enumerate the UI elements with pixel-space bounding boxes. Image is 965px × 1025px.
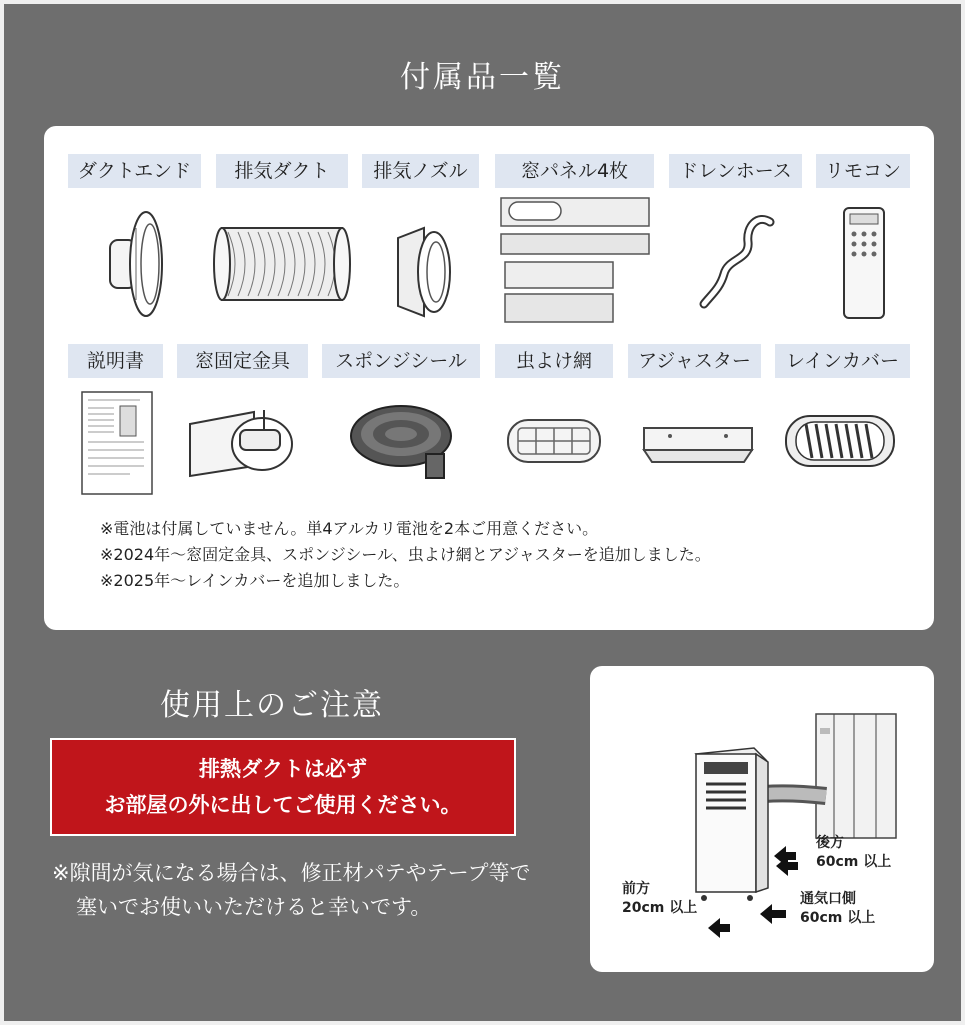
rear-clearance-label bbox=[816, 834, 891, 872]
note-2025-additions: ※2025年～レインカバーを追加しました。 bbox=[100, 571, 410, 590]
label-window-lock-bracket: 窓固定金具 bbox=[177, 344, 308, 378]
exhaust-nozzle-icon bbox=[394, 226, 454, 318]
label-adjuster: アジャスター bbox=[628, 344, 761, 378]
label-exhaust-duct: 排気ダクト bbox=[216, 154, 348, 188]
side-clearance-label bbox=[800, 890, 875, 928]
warning-line-1: 排熱ダクトは必ず bbox=[199, 757, 367, 781]
warning-line-2: お部屋の外に出してご使用ください。 bbox=[104, 793, 462, 817]
insect-net-icon bbox=[506, 416, 602, 466]
duct-warning-box bbox=[50, 738, 516, 836]
installation-diagram bbox=[590, 666, 934, 972]
drain-hose-icon bbox=[694, 212, 778, 312]
label-sponge-seal: スポンジシール bbox=[322, 344, 480, 378]
adjuster-icon bbox=[640, 420, 756, 466]
window-panel-icon bbox=[499, 196, 655, 326]
label-remote-control: リモコン bbox=[816, 154, 910, 188]
note-battery: ※電池は付属していません。単4アルカリ電池を2本ご用意ください。 bbox=[100, 519, 599, 538]
duct-end-icon bbox=[106, 208, 168, 320]
rear-label: 後方 bbox=[816, 835, 844, 851]
label-insect-net: 虫よけ網 bbox=[495, 344, 613, 378]
accessory-notes bbox=[100, 516, 711, 594]
manual-icon bbox=[80, 390, 154, 496]
note-2024-additions: ※2024年～窓固定金具、スポンジシール、虫よけ網とアジャスターを追加しました。 bbox=[100, 545, 711, 564]
window-lock-bracket-icon bbox=[184, 404, 300, 484]
sponge-seal-icon bbox=[346, 402, 456, 482]
accessories-title: 付属品一覧 bbox=[400, 60, 565, 95]
label-exhaust-nozzle: 排気ノズル bbox=[362, 154, 479, 188]
rear-value: 60cm 以上 bbox=[816, 854, 892, 870]
exhaust-duct-icon bbox=[212, 224, 354, 304]
front-clearance-label bbox=[622, 880, 697, 918]
rain-cover-icon bbox=[782, 408, 898, 474]
label-duct-end: ダクトエンド bbox=[68, 154, 201, 188]
caution-title: 使用上のご注意 bbox=[160, 688, 384, 723]
front-label: 前方 bbox=[622, 881, 650, 897]
gap-note: ※隙間が気になる場合は、修正材パテやテープ等で塞いでお使いいただけると幸いです。 bbox=[52, 861, 531, 919]
accessories-panel bbox=[44, 126, 934, 630]
installation-illustration bbox=[590, 666, 934, 972]
side-label: 通気口側 bbox=[800, 891, 856, 907]
label-drain-hose: ドレンホース bbox=[669, 154, 802, 188]
front-value: 20cm 以上 bbox=[622, 900, 698, 916]
label-window-panel: 窓パネル4枚 bbox=[495, 154, 654, 188]
label-manual: 説明書 bbox=[68, 344, 163, 378]
label-rain-cover: レインカバー bbox=[775, 344, 910, 378]
remote-control-icon bbox=[840, 204, 888, 322]
side-value: 60cm 以上 bbox=[800, 910, 876, 926]
